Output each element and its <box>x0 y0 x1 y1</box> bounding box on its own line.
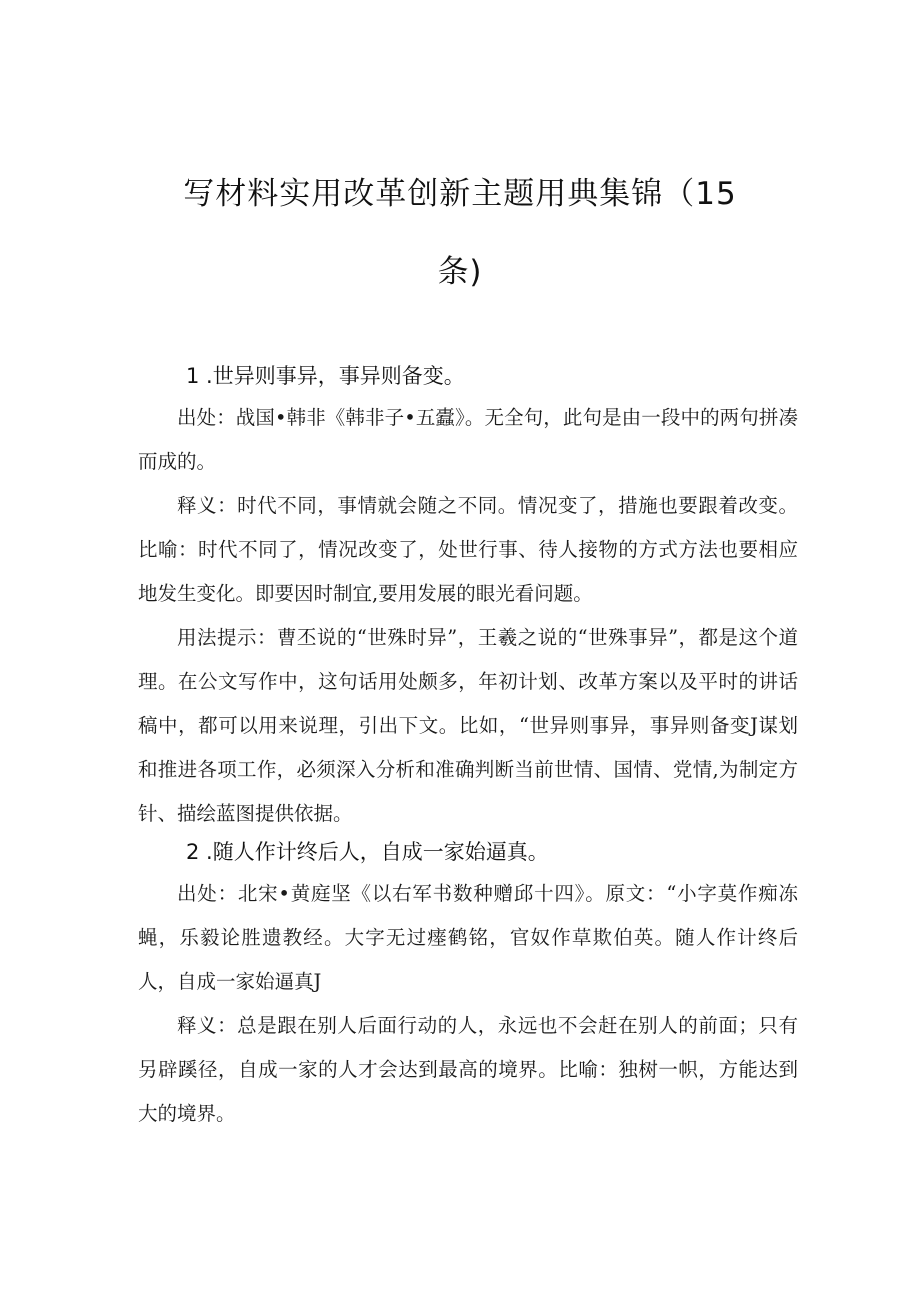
section-1-heading: 1 .世异则事异，事异则备变。 <box>186 364 465 388</box>
section-1-source: 出处：战国•韩非《韩非子•五蠹》。无全句，此句是由一段中的两句拼凑而成的。 <box>138 406 798 473</box>
section-2-heading: 2 .随人作计终后人，自成一家始逼真。 <box>186 840 549 864</box>
document-title-line-1: 写材料实用改革创新主题用典集锦（15 <box>183 176 737 212</box>
section-1-usage: 用法提示：曹丕说的“世殊时异”，王羲之说的“世殊事异”，都是这个道理。在公文写作中，这句话用处颇多，年初计划、改革方案以及平时的讲话稿中，都可以用来说理，引出下文。比如，“世异则事异，事异则备变J谋划和推进各项工作，必须深入分析和准确判断当前世情、国情、党情,为制定方针、描绘蓝图提供依据。 <box>138 626 798 825</box>
document-title-line-2: 条) <box>437 254 483 290</box>
section-2-source: 出处：北宋•黄庭坚《以右军书数种赠邱十四》。原文：“小字莫作痴冻蝇，乐毅论胜遗教经。大字无过瘗鹤铭，官奴作草欺伯英。随人作计终后人，自成一家始逼真J <box>138 882 798 993</box>
section-2-meaning: 释义：总是跟在别人后面行动的人，永远也不会赶在别人的前面；只有另辟蹊径，自成一家的人才会达到最高的境界。比喻：独树一帜，方能达到大的境界。 <box>138 1014 798 1125</box>
section-1-meaning: 释义：时代不同，事情就会随之不同。情况变了，措施也要跟着改变。比喻：时代不同了，情况改变了，处世行事、待人接物的方式方法也要相应地发生变化。即要因时制宜,要用发展的眼光看问题。 <box>138 494 798 605</box>
